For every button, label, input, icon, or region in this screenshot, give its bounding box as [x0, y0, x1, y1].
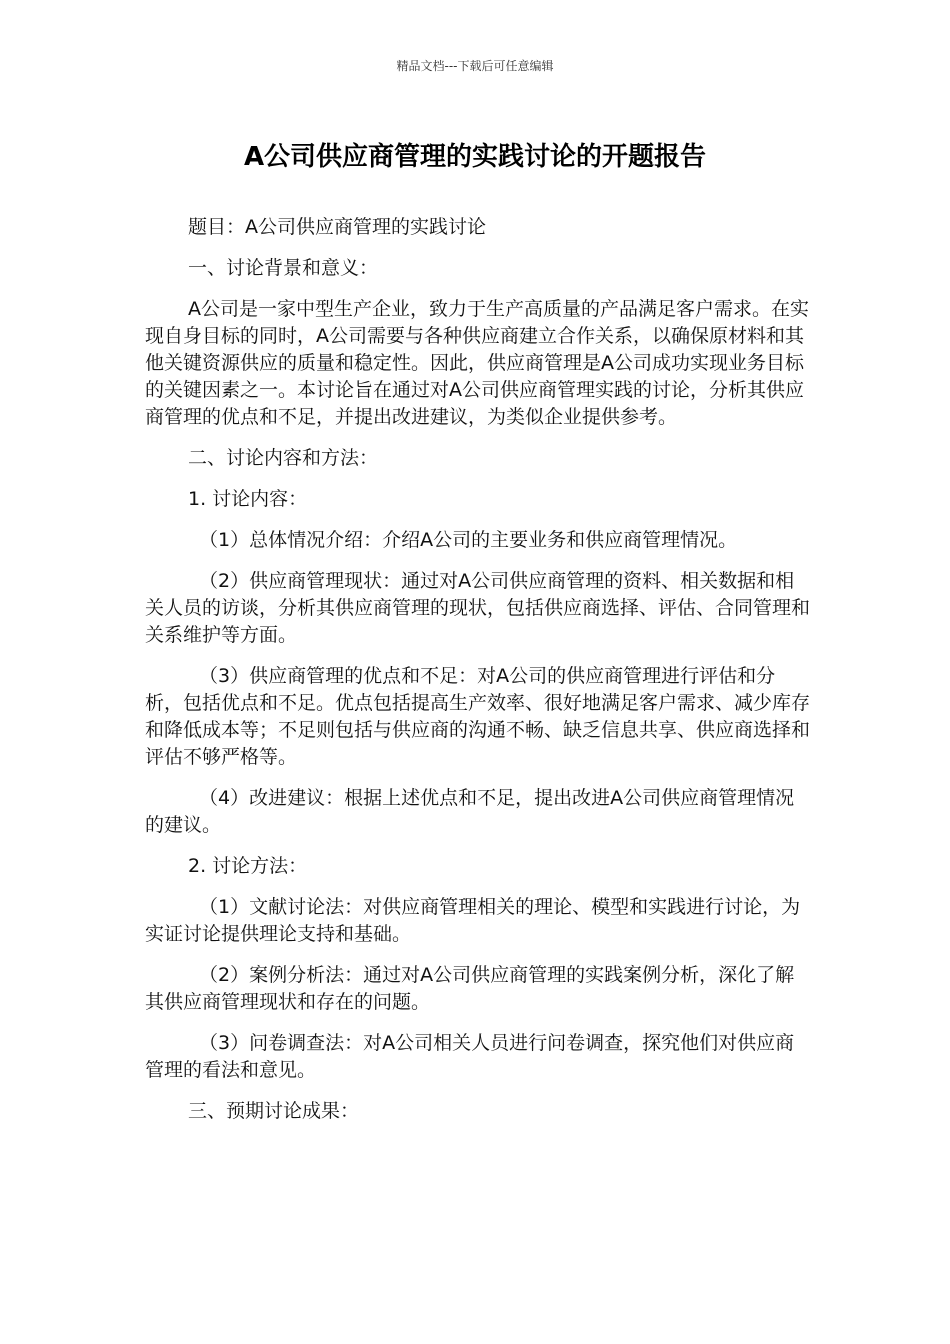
- content-item-1: （1）总体情况介绍：介绍A公司的主要业务和供应商管理情况。: [199, 529, 738, 551]
- paragraph-background: A公司是一家中型生产企业，致力于生产高质量的产品满足客户需求。在实现自身目标的同时，A公司需要与各种供应商建立合作关系，以确保原材料和其他关键资源供应的质量和稳定性。因此，供应商管理是A公司成功实现业务目标的关键因素之一。本讨论旨在通过对A公司供应商管理实践的讨论，分析其供应商管理的优点和不足，并提出改进建议，为类似企业提供参考。: [145, 298, 809, 428]
- heading-expected-results: 三、预期讨论成果：: [188, 1100, 360, 1122]
- document-body: [145, 214, 811, 1139]
- paragraph-topic: 题目：A公司供应商管理的实践讨论: [188, 216, 486, 238]
- header-note: 精品文档---下载后可任意编辑: [396, 59, 554, 73]
- method-item-3: （3）问卷调查法：对A公司相关人员进行问卷调查，探究他们对供应商管理的看法和意见。: [145, 1032, 795, 1081]
- content-item-4: （4）改进建议：根据上述优点和不足，提出改进A公司供应商管理情况的建议。: [145, 787, 795, 836]
- document-title: A公司供应商管理的实践讨论的开题报告: [243, 142, 707, 172]
- heading-content: 1. 讨论内容：: [188, 488, 308, 510]
- method-item-2: （2）案例分析法：通过对A公司供应商管理的实践案例分析，深化了解其供应商管理现状和存在的问题。: [145, 964, 795, 1013]
- content-item-2: （2）供应商管理现状：通过对A公司供应商管理的资料、相关数据和相关人员的访谈，分析其供应商管理的现状，包括供应商选择、评估、合同管理和关系维护等方面。: [145, 570, 811, 646]
- heading-methods: 2. 讨论方法：: [188, 855, 308, 877]
- content-item-3: （3）供应商管理的优点和不足：对A公司的供应商管理进行评估和分析，包括优点和不足。优点包括提高生产效率、很好地满足客户需求、减少库存和降低成本等；不足则包括与供应商的沟通不畅、缺乏信息共享、供应商选择和评估不够严格等。: [145, 665, 811, 768]
- method-item-1: （1）文献讨论法：对供应商管理相关的理论、模型和实践进行讨论，为实证讨论提供理论支持和基础。: [145, 896, 801, 945]
- heading-background: 一、讨论背景和意义：: [188, 257, 379, 279]
- heading-content-method: 二、讨论内容和方法：: [188, 447, 379, 469]
